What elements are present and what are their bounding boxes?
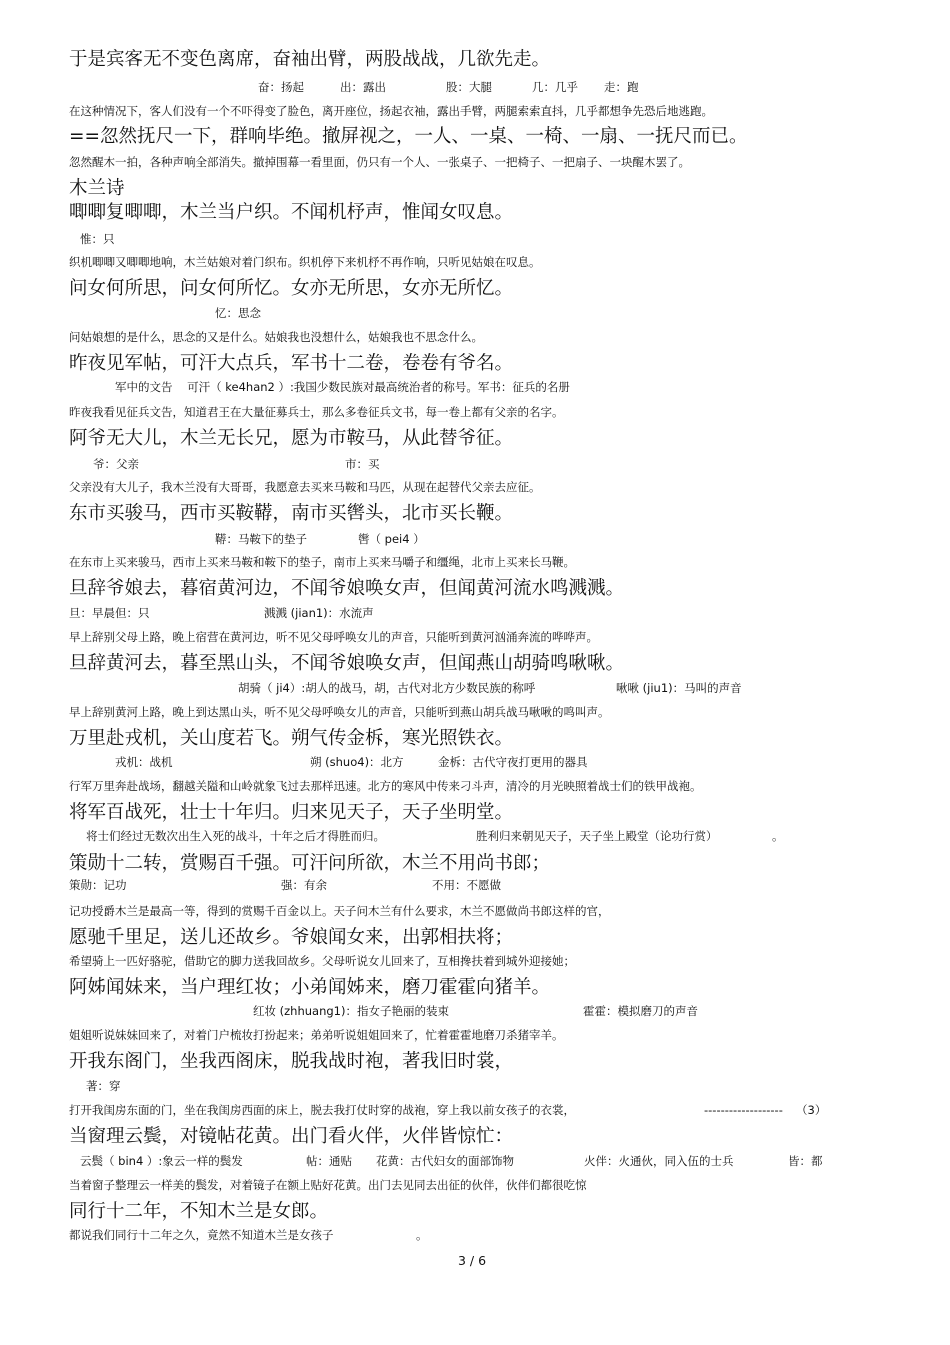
annotation: 著：穿 bbox=[86, 1079, 121, 1093]
translation-line: 在这种情况下，客人们没有一个不吓得变了脸色，离开座位，扬起衣袖，露出手臂，两腿索索直抖，几乎都想争先恐后地逃跑。 bbox=[69, 104, 713, 118]
annotation: 金柝：古代守夜打更用的器具 bbox=[438, 755, 588, 769]
annotation: 霍霍：模拟磨刀的声音 bbox=[583, 1004, 698, 1018]
annotation: 旦：早晨但：只 bbox=[69, 606, 150, 620]
text-line: 阿爷无大儿，木兰无长兄，愿为市鞍马，从此替爷征。 bbox=[69, 428, 514, 449]
translation-line: 。 bbox=[416, 1228, 428, 1242]
annotation: 市：买 bbox=[345, 457, 380, 471]
annotation: 皆：都 bbox=[788, 1154, 823, 1168]
annotation: 股：大腿 bbox=[446, 80, 492, 94]
translation-line: 织机唧唧又唧唧地响，木兰姑娘对着门织布。织机停下来机杼不再作响，只听见姑娘在叹息。 bbox=[69, 255, 541, 269]
annotation: 将士们经过无数次出生入死的战斗，十年之后才得胜而归。 bbox=[86, 829, 385, 843]
annotation: 胡骑（ ji4）:胡人的战马，胡，古代对北方少数民族的称呼 bbox=[238, 681, 536, 695]
annotation: 策勋：记功 bbox=[69, 878, 127, 892]
text-line: 同行十二年，不知木兰是女郎。 bbox=[69, 1201, 329, 1222]
text-line: 唧唧复唧唧，木兰当户织。不闻机杼声，惟闻女叹息。 bbox=[69, 202, 514, 223]
annotation: 奋：扬起 bbox=[258, 80, 304, 94]
translation-line: 行军万里奔赴战场，翻越关隘和山岭就象飞过去那样迅速。北方的寒风中传来刁斗声，清冷的月光映照着战士们的铁甲战袍。 bbox=[69, 779, 702, 793]
text-line: 于是宾客无不变色离席，奋袖出臂，两股战战，几欲先走。 bbox=[69, 49, 551, 70]
annotation: 。 bbox=[772, 829, 784, 843]
annotation: 朔 (shuo4)：北方 bbox=[310, 755, 404, 769]
annotation: 惟：只 bbox=[80, 232, 115, 246]
annotation: 几：几乎 bbox=[532, 80, 578, 94]
translation-line: 姐姐听说妹妹回来了，对着门户梳妆打扮起来；弟弟听说姐姐回来了，忙着霍霍地磨刀杀猪宰羊。 bbox=[69, 1028, 564, 1042]
annotation: 溅溅 (jian1)：水流声 bbox=[264, 606, 374, 620]
item-number: （3） bbox=[796, 1103, 827, 1117]
translation-line: 忽然醒木一拍，各种声响全部消失。撤掉围幕一看里面，仍只有一个人、一张桌子、一把椅子、一把扇子、一块醒木罢了。 bbox=[69, 155, 690, 169]
translation-line: 打开我闺房东面的门，坐在我闺房西面的床上，脱去我打仗时穿的战袍，穿上我以前女孩子的衣裳， bbox=[69, 1103, 575, 1117]
translation-line: 昨夜我看见征兵文告，知道君王在大量征募兵士，那么多卷征兵文书，每一卷上都有父亲的名字。 bbox=[69, 405, 564, 419]
annotation: 强：有余 bbox=[281, 878, 327, 892]
text-line: 当窗理云鬓，对镜帖花黄。出门看火伴，火伴皆惊忙： bbox=[69, 1126, 514, 1147]
separator-dashes: ------------------- bbox=[704, 1103, 783, 1117]
page-number: 3 / 6 bbox=[458, 1253, 487, 1268]
annotation: 军中的文告 可汗（ ke4han2 ）:我国少数民族对最高统治者的称号。军书：征兵的名册 bbox=[115, 380, 570, 394]
annotation: 戎机：战机 bbox=[115, 755, 173, 769]
annotation: 忆：思念 bbox=[215, 306, 261, 320]
annotation: 火伴：火通伙，同入伍的士兵 bbox=[584, 1154, 734, 1168]
text-line: 将军百战死，壮士十年归。归来见天子，天子坐明堂。 bbox=[69, 802, 514, 823]
text-line: 旦辞黄河去，暮至黑山头，不闻爷娘唤女声，但闻燕山胡骑鸣啾啾。 bbox=[69, 653, 625, 674]
text-line: 愿驰千里足，送儿还故乡。爷娘闻女来，出郭相扶将； bbox=[69, 927, 514, 948]
annotation: 走：跑 bbox=[604, 80, 639, 94]
text-line: 旦辞爷娘去，暮宿黄河边，不闻爷娘唤女声，但闻黄河流水鸣溅溅。 bbox=[69, 578, 625, 599]
text-line: 策勋十二转，赏赐百千强。可汗问所欲，木兰不用尚书郎； bbox=[69, 853, 551, 874]
annotation: 花黄：古代妇女的面部饰物 bbox=[376, 1154, 514, 1168]
text-line: 阿姊闻妹来，当户理红妆；小弟闻姊来，磨刀霍霍向猪羊。 bbox=[69, 977, 551, 998]
annotation: 鞯：马鞍下的垫子 bbox=[215, 532, 307, 546]
text-line: 昨夜见军帖，可汗大点兵，军书十二卷，卷卷有爷名。 bbox=[69, 353, 514, 374]
section-title: 木兰诗 bbox=[69, 178, 125, 199]
annotation: 爷：父亲 bbox=[93, 457, 139, 471]
annotation: 不用：不愿做 bbox=[432, 878, 501, 892]
annotation: 云鬓（ bin4 ）:象云一样的鬓发 bbox=[80, 1154, 243, 1168]
annotation: 胜利归来朝见天子，天子坐上殿堂（论功行赏） bbox=[476, 829, 718, 843]
annotation: 帖：通贴 bbox=[306, 1154, 352, 1168]
text-line: 东市买骏马，西市买鞍鞯，南市买辔头，北市买长鞭。 bbox=[69, 503, 514, 524]
translation-line: 问姑娘想的是什么，思念的又是什么。姑娘我也没想什么，姑娘我也不思念什么。 bbox=[69, 330, 483, 344]
annotation: 红妆 (zhhuang1)：指女子艳丽的装束 bbox=[253, 1004, 449, 1018]
text-line: 万里赴戎机，关山度若飞。朔气传金柝，寒光照铁衣。 bbox=[69, 728, 514, 749]
annotation: 辔（ pei4 ） bbox=[358, 532, 425, 546]
text-line: 开我东阁门，坐我西阁床，脱我战时袍，著我旧时裳， bbox=[69, 1051, 514, 1072]
annotation: 啾啾 (jiu1)：马叫的声音 bbox=[616, 681, 742, 695]
translation-line: 记功授爵木兰是最高一等，得到的赏赐千百金以上。天子问木兰有什么要求，木兰不愿做尚书郎这样的官， bbox=[69, 904, 610, 918]
translation-line: 父亲没有大儿子，我木兰没有大哥哥，我愿意去买来马鞍和马匹，从现在起替代父亲去应征。 bbox=[69, 480, 541, 494]
text-line: 问女何所思，问女何所忆。女亦无所思，女亦无所忆。 bbox=[69, 278, 514, 299]
translation-line: 当着窗子整理云一样美的鬓发，对着镜子在额上贴好花黄。出门去见同去出征的伙伴，伙伴们都很吃惊 bbox=[69, 1178, 587, 1192]
translation-line: 在东市上买来骏马，西市上买来马鞍和鞍下的垫子，南市上买来马嚼子和缰绳，北市上买来长马鞭。 bbox=[69, 555, 575, 569]
translation-line: 早上辞别黄河上路，晚上到达黑山头，听不见父母呼唤女儿的声音，只能听到燕山胡兵战马啾啾的鸣叫声。 bbox=[69, 705, 610, 719]
translation-line: 希望骑上一匹好骆驼，借助它的脚力送我回故乡。父母听说女儿回来了，互相搀扶着到城外迎接她； bbox=[69, 954, 575, 968]
translation-line: 早上辞别父母上路，晚上宿营在黄河边，听不见父母呼唤女儿的声音，只能听到黄河汹涌奔流的哗哗声。 bbox=[69, 630, 598, 644]
annotation: 出：露出 bbox=[340, 80, 386, 94]
translation-line: 都说我们同行十二年之久，竟然不知道木兰是女孩子 bbox=[69, 1228, 334, 1242]
text-line: ==忽然抚尺一下，群响毕绝。撤屏视之，一人、一桌、一椅、一扇、一抚尺而已。 bbox=[69, 126, 748, 147]
